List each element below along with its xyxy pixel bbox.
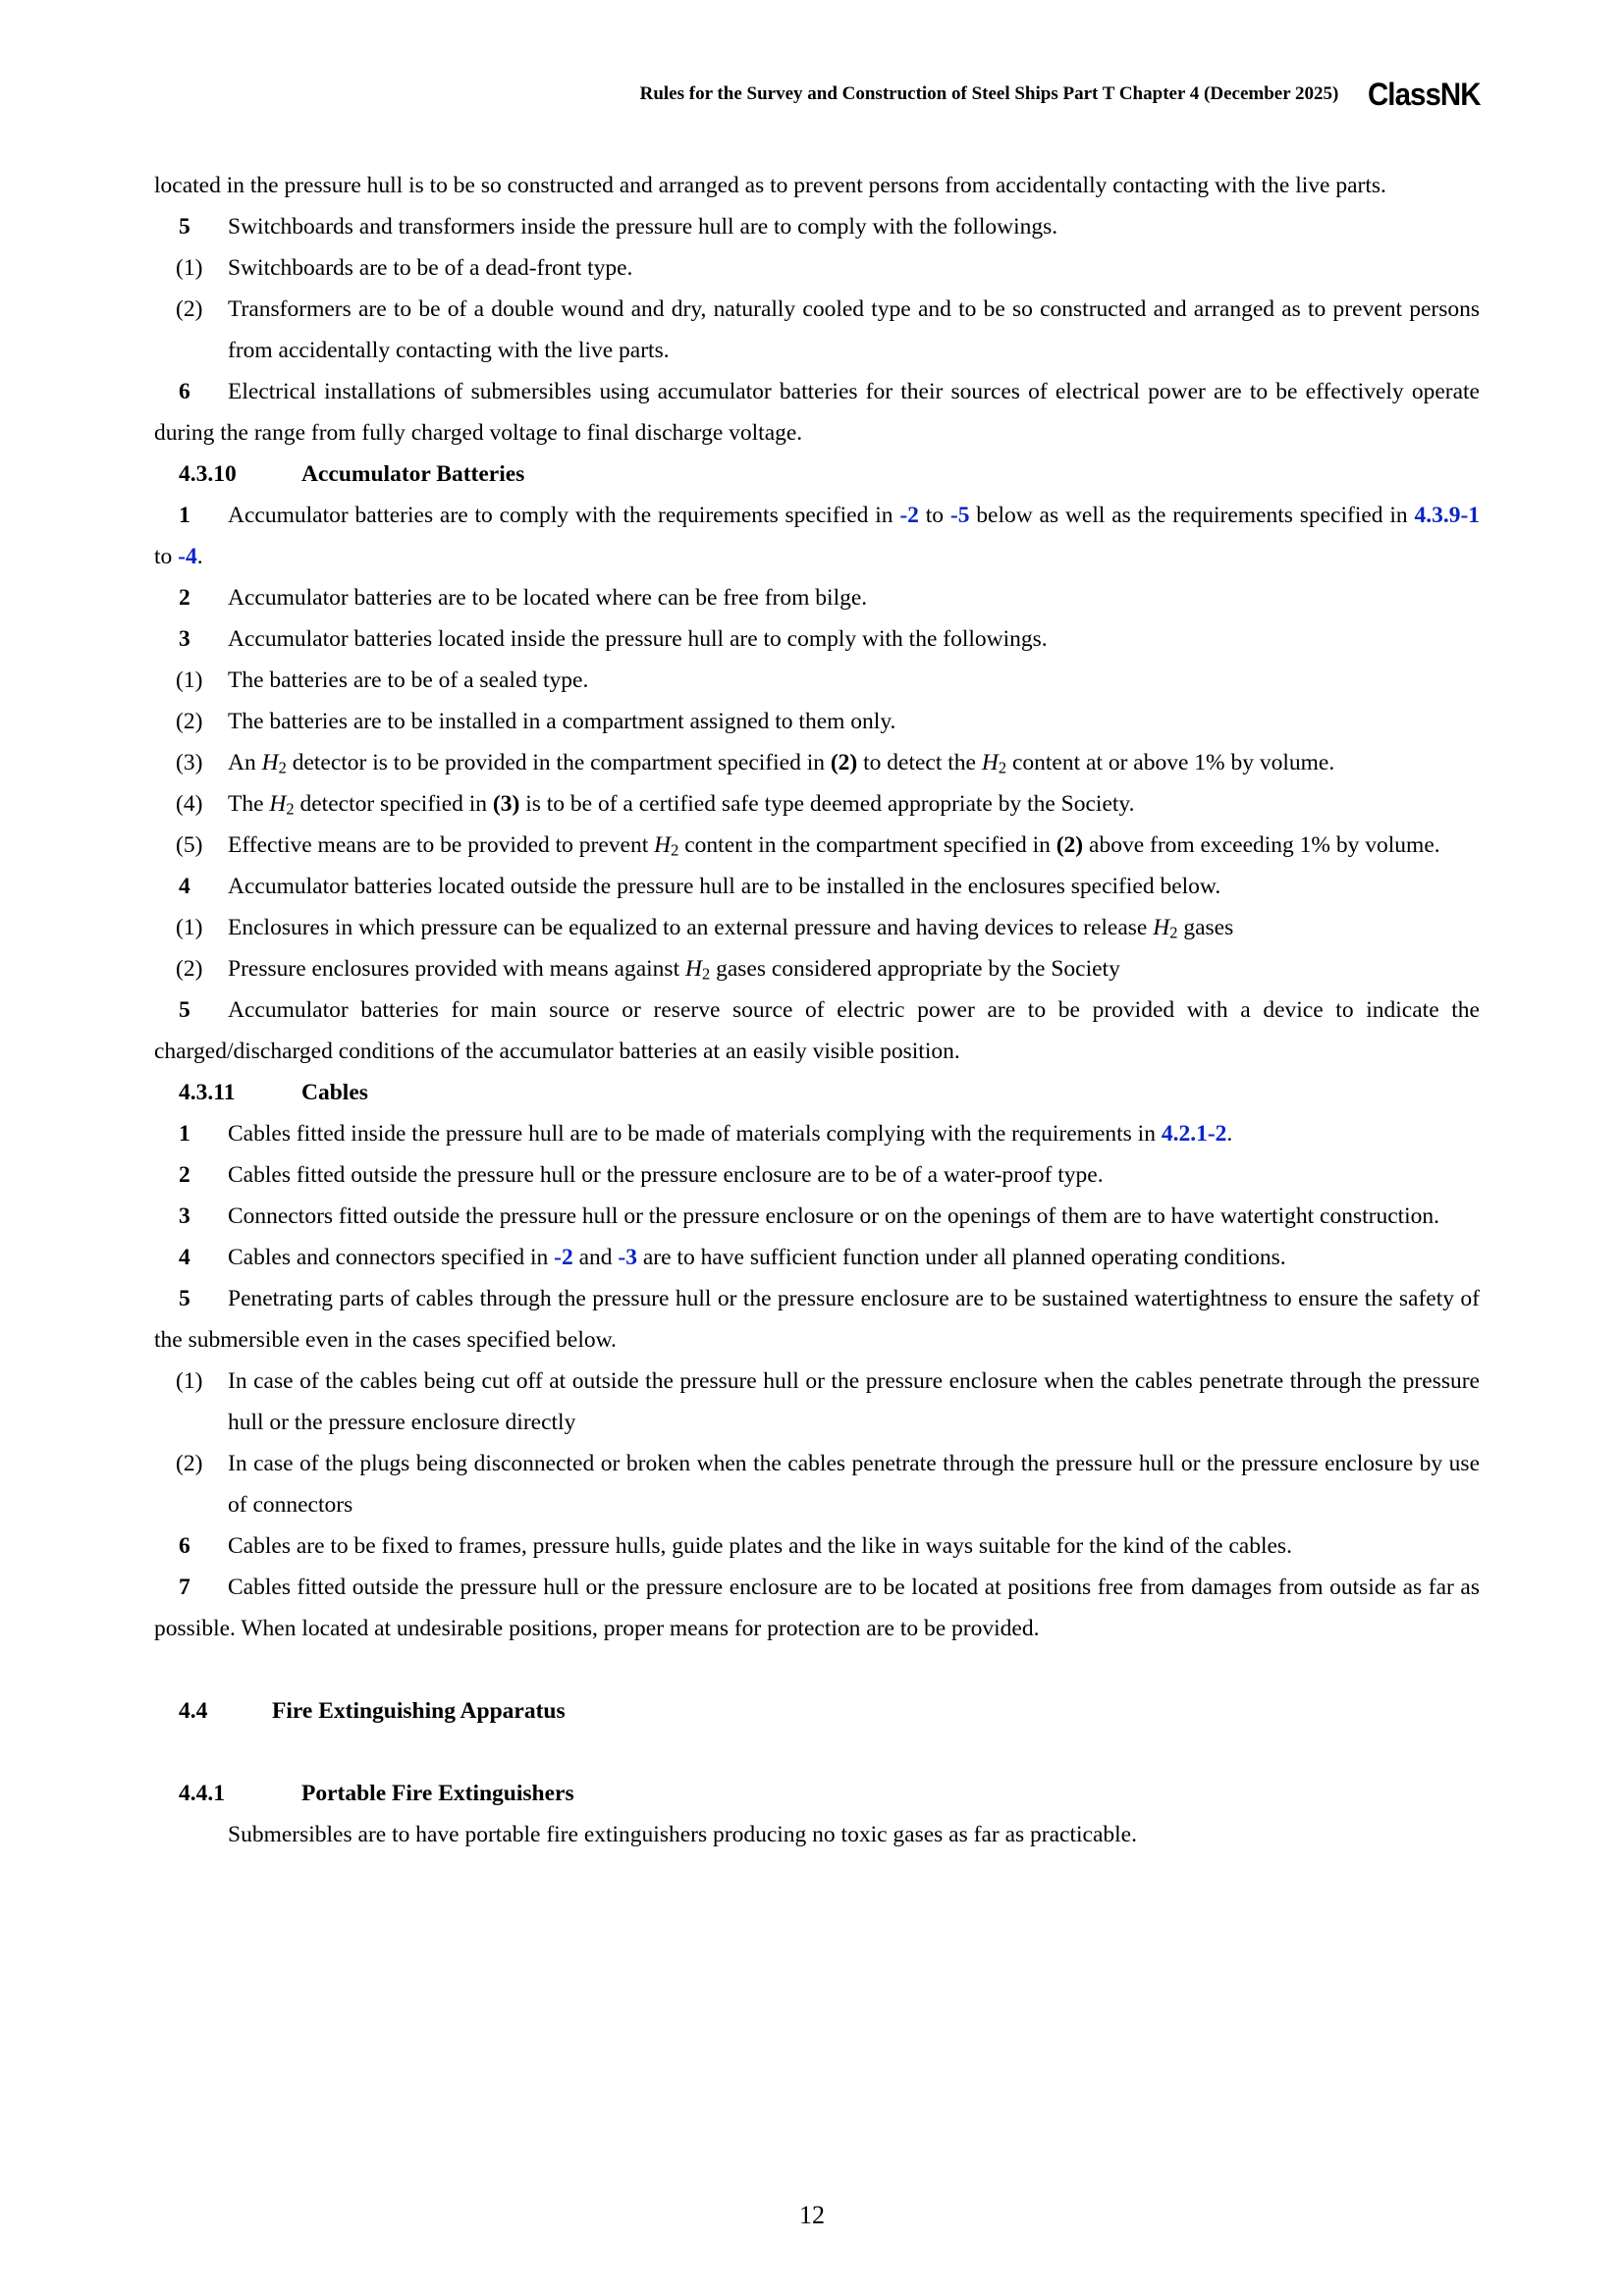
battery-item-3-1: (1) The batteries are to be of a sealed type. xyxy=(176,667,589,693)
cable-paragraph-3: 3 Connectors fitted outside the pressure hull or the pressure enclosure or on the openings of them are to have watertight construction. xyxy=(179,1203,1440,1229)
cable-paragraph-7: 7 Cables fitted outside the pressure hull or the pressure enclosure are to be located at positions free from damages from outside as far as possible. When located at undesirable positions, proper means for protection are to be provided. xyxy=(154,1575,1480,1641)
ref-link[interactable]: 4.2.1-2 xyxy=(1161,1121,1227,1147)
section-4-3-11-heading: 4.3.11 Cables xyxy=(179,1080,368,1105)
classnk-logo: ClassNK xyxy=(1368,76,1481,112)
spacer xyxy=(154,1732,1480,1773)
paragraph-6: 6 Electrical installations of submersibles using accumulator batteries for their sources of electrical power are to be effectively operate during the range from fully charged voltage to final discharge voltage. xyxy=(154,379,1480,446)
ref-link[interactable]: -2 xyxy=(554,1245,573,1270)
battery-item-3-2: (2) The batteries are to be installed in a compartment assigned to them only. xyxy=(176,709,896,734)
cable-item-5-2: (2) In case of the plugs being disconnected or broken when the cables penetrate through the pressure hull or the pressure enclosure by use of connectors xyxy=(176,1451,1480,1518)
battery-item-3-3: (3) An $H_2$ detector is to be provided in the compartment specified in (2) to detect the $H_2$ content at or above 1% by volume. xyxy=(176,750,1335,777)
fire-paragraph: Submersibles are to have portable fire extinguishers producing no toxic gases as far as practicable. xyxy=(228,1822,1137,1847)
spacer xyxy=(154,1649,1480,1690)
battery-paragraph-4: 4 Accumulator batteries located outside the pressure hull are to be installed in the enclosures specified below. xyxy=(179,874,1221,899)
cable-paragraph-6: 6 Cables are to be fixed to frames, pressure hulls, guide plates and the like in ways suitable for the kind of the cables. xyxy=(179,1533,1292,1559)
cable-paragraph-5: 5 Penetrating parts of cables through the pressure hull or the pressure enclosure are to be sustained watertightness to ensure the safety of the submersible even in the cases specified below. xyxy=(154,1286,1480,1353)
item-5-1: (1) Switchboards are to be of a dead-front type. xyxy=(176,255,633,281)
item-5-2: (2) Transformers are to be of a double wound and dry, naturally cooled type and to be so constructed and arranged as to prevent persons from accidentally contacting with the live parts. xyxy=(176,296,1480,363)
header-title: Rules for the Survey and Construction of Steel Ships Part T Chapter 4 (December 2025) xyxy=(639,83,1339,104)
cable-paragraph-4: 4 Cables and connectors specified in -2 and -3 are to have sufficient function under all planned operating conditions. xyxy=(179,1245,1286,1270)
document-body xyxy=(154,165,1480,1855)
section-4-4-heading: 4.4 Fire Extinguishing Apparatus xyxy=(179,1698,566,1724)
battery-paragraph-2: 2 Accumulator batteries are to be located where can be free from bilge. xyxy=(179,585,868,611)
battery-paragraph-5: 5 Accumulator batteries for main source or reserve source of electric power are to be provided with a device to indicate the charged/discharged conditions of the accumulator batteries at an easily visible position. xyxy=(154,997,1480,1064)
cable-item-5-1: (1) In case of the cables being cut off at outside the pressure hull or the pressure enclosure when the cables penetrate through the pressure hull or the pressure enclosure directly xyxy=(176,1368,1480,1435)
section-4-3-10-heading: 4.3.10 Accumulator Batteries xyxy=(179,461,525,487)
section-4-4-1-heading: 4.4.1 Portable Fire Extinguishers xyxy=(179,1781,574,1806)
cable-paragraph-1: 1 Cables fitted inside the pressure hull are to be made of materials complying with the requirements in 4.2.1-2. xyxy=(179,1121,1233,1147)
ref-link[interactable]: -2 xyxy=(899,503,919,528)
page-header xyxy=(154,75,1481,114)
page-number: 12 xyxy=(799,2201,825,2229)
battery-item-4-1: (1) Enclosures in which pressure can be equalized to an external pressure and having devices to release $H_2$ gases xyxy=(176,915,1234,942)
battery-paragraph-3: 3 Accumulator batteries located inside the pressure hull are to comply with the followings. xyxy=(179,626,1048,652)
continued-paragraph: located in the pressure hull is to be so constructed and arranged as to prevent persons from accidentally contacting with the live parts. xyxy=(154,173,1386,198)
ref-link[interactable]: 4.3.9-1 xyxy=(1414,503,1481,528)
ref-link[interactable]: -4 xyxy=(178,544,197,569)
ref-link[interactable]: -5 xyxy=(949,503,970,528)
cable-paragraph-2: 2 Cables fitted outside the pressure hull or the pressure enclosure are to be of a water-proof type. xyxy=(179,1162,1104,1188)
ref-link[interactable]: -3 xyxy=(618,1245,637,1270)
battery-item-4-2: (2) Pressure enclosures provided with means against $H_2$ gases considered appropriate by the Society xyxy=(176,956,1120,984)
battery-paragraph-1: 1 Accumulator batteries are to comply with the requirements specified in -2 to -5 below as well as the requirements specified in 4.3.9-1 to -4. xyxy=(154,503,1481,569)
battery-item-3-5: (5) Effective means are to be provided to prevent $H_2$ content in the compartment specified in (2) above from exceeding 1% by volume. xyxy=(176,832,1440,860)
paragraph-5: 5 Switchboards and transformers inside the pressure hull are to comply with the followings. xyxy=(179,214,1058,240)
battery-item-3-4: (4) The $H_2$ detector specified in (3) is to be of a certified safe type deemed appropriate by the Society. xyxy=(176,791,1135,819)
